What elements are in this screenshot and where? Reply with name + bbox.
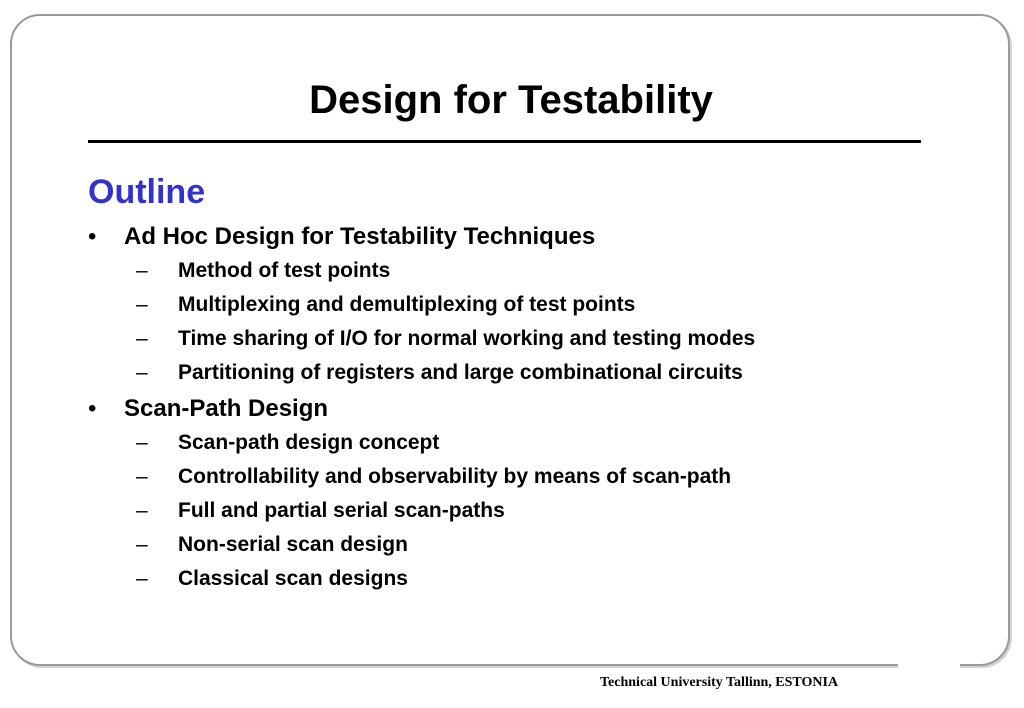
list-item bbox=[136, 288, 948, 322]
list-item-text: Classical scan designs bbox=[178, 567, 408, 590]
section-scan-path bbox=[88, 392, 948, 596]
list-item bbox=[136, 460, 948, 494]
bullet-icon: • bbox=[88, 395, 97, 422]
list-item-text: Time sharing of I/O for normal working and testing modes bbox=[178, 327, 756, 350]
list-item-text: Partitioning of registers and large combinational circuits bbox=[178, 361, 743, 384]
footer-institution: Technical University Tallinn, ESTONIA bbox=[600, 675, 839, 690]
section-label: Ad Hoc Design for Testability Techniques bbox=[124, 223, 596, 250]
list-item-text: Full and partial serial scan-paths bbox=[178, 499, 505, 522]
list-item bbox=[136, 494, 948, 528]
sub-list bbox=[124, 426, 948, 596]
list-item-text: Non-serial scan design bbox=[178, 533, 408, 556]
sub-list bbox=[124, 254, 948, 390]
list-item bbox=[136, 254, 948, 288]
dash-icon: – bbox=[136, 431, 148, 454]
list-item-text: Method of test points bbox=[178, 259, 391, 282]
list-item-text: Multiplexing and demultiplexing of test points bbox=[178, 293, 636, 316]
dash-icon: – bbox=[136, 327, 148, 350]
list-item bbox=[136, 528, 948, 562]
list-item bbox=[136, 426, 948, 460]
list-item bbox=[136, 356, 948, 390]
dash-icon: – bbox=[136, 293, 148, 316]
frame-gap bbox=[898, 660, 960, 672]
dash-icon: – bbox=[136, 361, 148, 384]
list-item bbox=[136, 562, 948, 596]
slide-title: Design for Testability bbox=[309, 78, 713, 122]
title-divider bbox=[88, 140, 921, 143]
dash-icon: – bbox=[136, 533, 148, 556]
section-label: Scan-Path Design bbox=[124, 395, 329, 422]
section-ad-hoc bbox=[88, 220, 948, 390]
list-item bbox=[136, 322, 948, 356]
dash-icon: – bbox=[136, 499, 148, 522]
outline-list bbox=[88, 220, 948, 598]
dash-icon: – bbox=[136, 259, 148, 282]
dash-icon: – bbox=[136, 465, 148, 488]
outline-heading: Outline bbox=[88, 173, 206, 211]
list-item-text: Controllability and observability by means of scan-path bbox=[178, 465, 732, 488]
dash-icon: – bbox=[136, 567, 148, 590]
list-item-text: Scan-path design concept bbox=[178, 431, 440, 454]
bullet-icon: • bbox=[88, 223, 97, 250]
